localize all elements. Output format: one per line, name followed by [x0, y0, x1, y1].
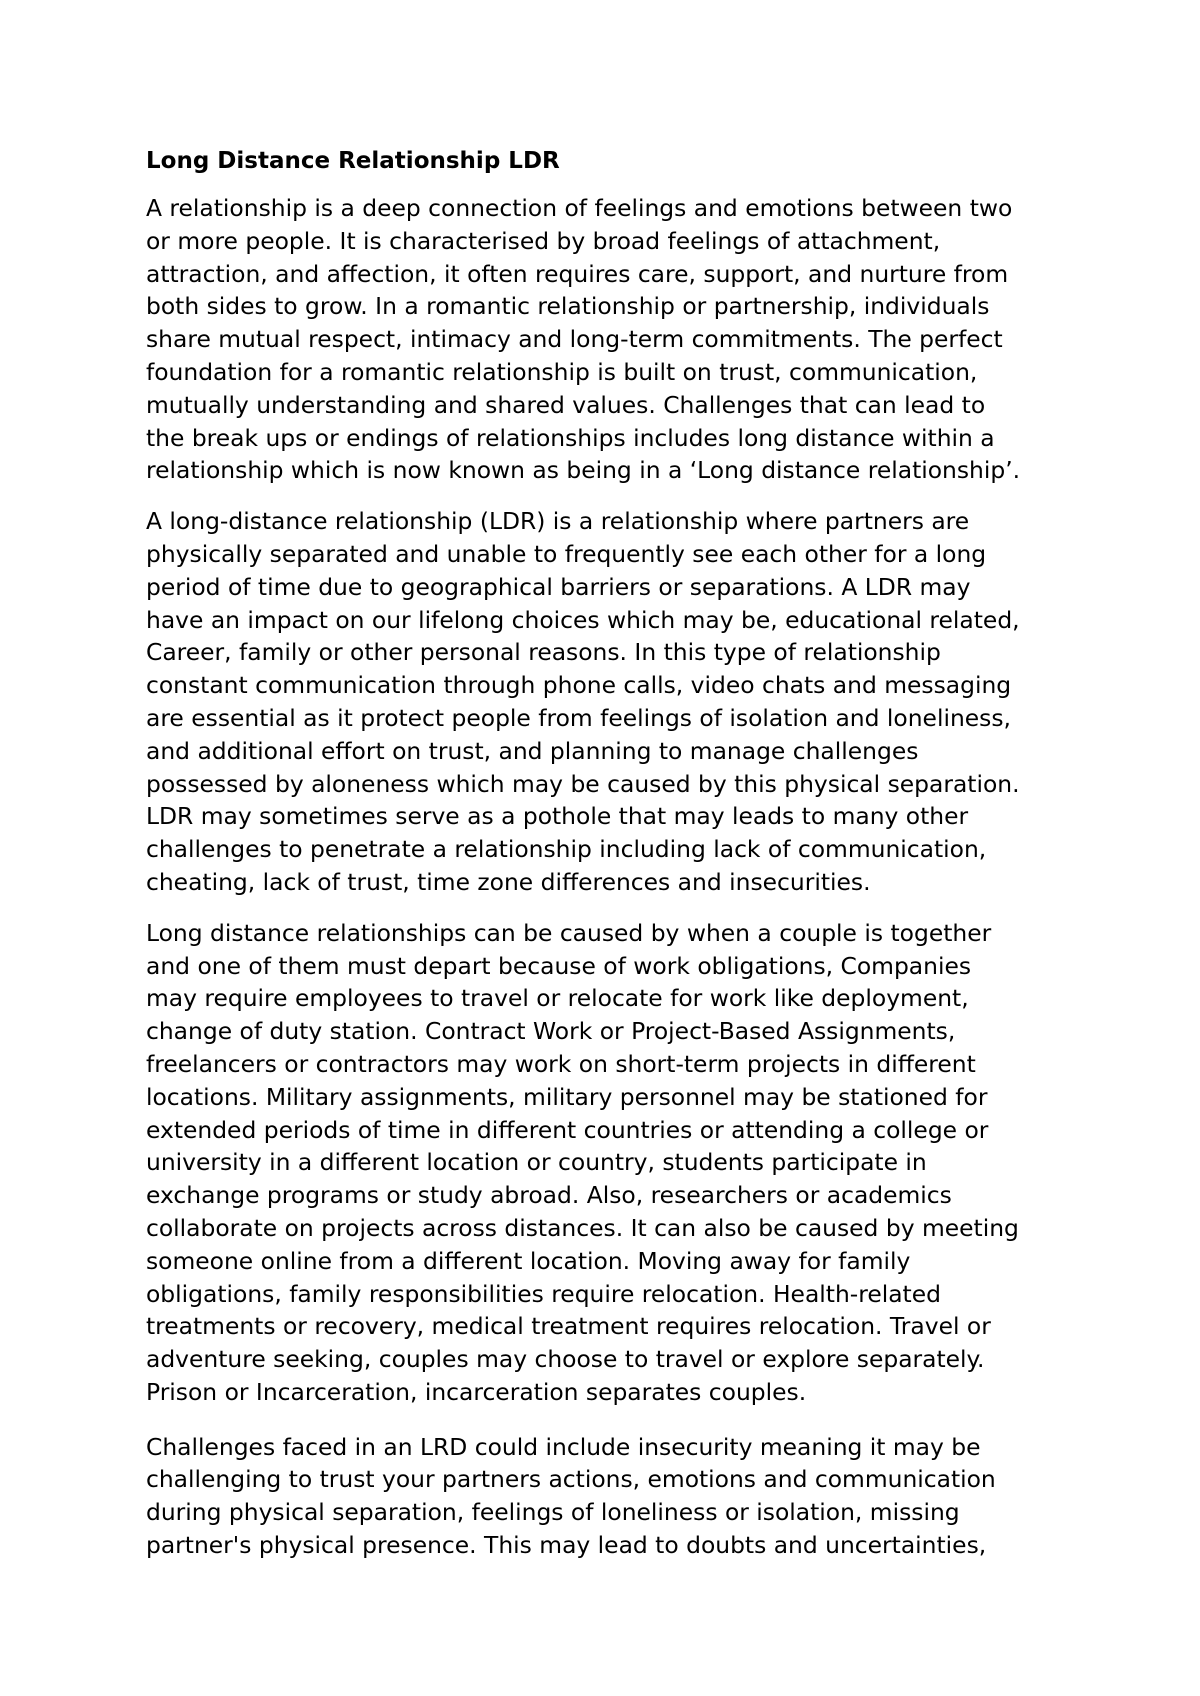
text-line: cheating, lack of trust, time zone differences and insecurities. [146, 867, 871, 896]
text-line: relationship which is now known as being in a ‘Long distance relationship’. [146, 456, 1021, 485]
text-line: challenges to penetrate a relationship including lack of communication, [146, 835, 987, 864]
text-line: mutually understanding and shared values. Challenges that can lead to [146, 390, 986, 419]
text-line: foundation for a romantic relationship is built on trust, communication, [146, 357, 978, 386]
text-line: Long distance relationships can be caused by when a couple is together [146, 918, 992, 947]
text-line: physically separated and unable to frequently see each other for a long [146, 539, 987, 568]
text-line: or more people. It is characterised by broad feelings of attachment, [146, 226, 941, 255]
text-line: have an impact on our lifelong choices which may be, educational related, [146, 605, 1020, 634]
paragraph [146, 505, 1066, 899]
text-line: Career, family or other personal reasons. In this type of relationship [146, 638, 941, 667]
text-line: extended periods of time in different countries or attending a college or [146, 1115, 989, 1144]
text-line: challenging to trust your partners actions, emotions and communication [146, 1465, 996, 1494]
text-line: during physical separation, feelings of loneliness or isolation, missing [146, 1498, 960, 1527]
text-line: and one of them must depart because of work obligations, Companies [146, 951, 972, 980]
text-line: possessed by aloneness which may be caused by this physical separation. [146, 769, 1020, 798]
text-line: obligations, family responsibilities require relocation. Health-related [146, 1279, 941, 1308]
text-line: freelancers or contractors may work on short-term projects in different [146, 1049, 976, 1078]
text-line: A relationship is a deep connection of feelings and emotions between two [146, 194, 1013, 222]
document-title: Long Distance Relationship LDR [146, 148, 560, 174]
text-line: Challenges faced in an LRD could include insecurity meaning it may be [146, 1432, 981, 1461]
text-line: university in a different location or country, students participate in [146, 1148, 927, 1177]
document-body [146, 146, 1066, 1580]
text-line: and additional effort on trust, and planning to manage challenges [146, 736, 919, 765]
paragraph [146, 917, 1066, 1409]
text-line: share mutual respect, intimacy and long-term commitments. The perfect [146, 325, 1003, 354]
text-line: the break ups or endings of relationships includes long distance within a [146, 423, 995, 452]
paragraph [146, 1431, 1066, 1562]
text-line: may require employees to travel or relocate for work like deployment, [146, 984, 969, 1013]
text-line: constant communication through phone calls, video chats and messaging [146, 671, 1012, 700]
paragraph-list [146, 192, 1066, 1562]
text-line: are essential as it protect people from feelings of isolation and loneliness, [146, 703, 1011, 732]
text-line: attraction, and affection, it often requires care, support, and nurture from [146, 259, 1009, 288]
text-line: treatments or recovery, medical treatment requires relocation. Travel or [146, 1312, 991, 1341]
text-line: exchange programs or study abroad. Also, researchers or academics [146, 1181, 952, 1210]
text-line: collaborate on projects across distances. It can also be caused by meeting [146, 1213, 1019, 1242]
text-line: change of duty station. Contract Work or Project-Based Assignments, [146, 1017, 956, 1046]
text-line: partner's physical presence. This may lead to doubts and uncertainties, [146, 1531, 987, 1560]
text-line: Prison or Incarceration, incarceration separates couples. [146, 1377, 807, 1406]
text-line: period of time due to geographical barriers or separations. A LDR may [146, 572, 971, 601]
paragraph [146, 192, 1066, 487]
text-line: LDR may sometimes serve as a pothole that may leads to many other [146, 802, 969, 831]
text-line: adventure seeking, couples may choose to travel or explore separately. [146, 1345, 985, 1374]
text-line: A long-distance relationship (LDR) is a relationship where partners are [146, 507, 970, 536]
text-line: locations. Military assignments, military personnel may be stationed for [146, 1082, 988, 1111]
text-line: someone online from a different location. Moving away for family [146, 1246, 911, 1275]
text-line: both sides to grow. In a romantic relationship or partnership, individuals [146, 292, 990, 321]
